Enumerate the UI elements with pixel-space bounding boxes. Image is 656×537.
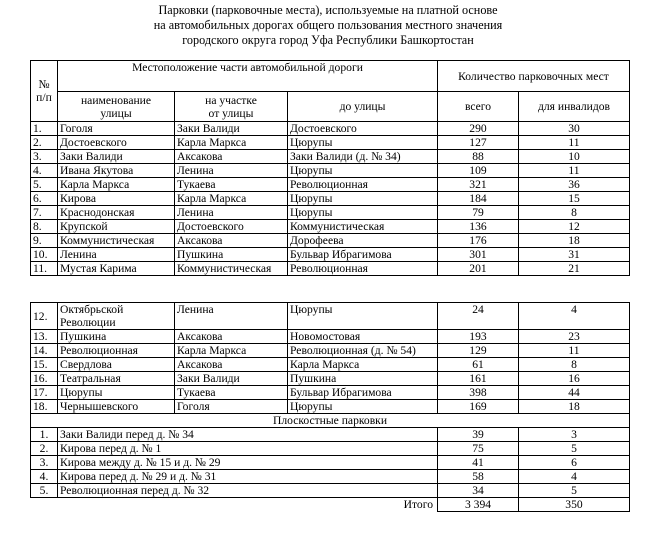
row-number: 3.	[31, 456, 58, 470]
header-location: Местоположение части автомобильной дороги	[58, 61, 438, 92]
total-spaces: 88	[438, 150, 519, 164]
total-spaces: 58	[438, 470, 519, 484]
disabled-spaces: 10	[519, 150, 630, 164]
street-name: Цюрупы	[58, 386, 175, 400]
table-row	[31, 192, 630, 206]
total-value: 3 394	[438, 498, 519, 512]
disabled-spaces: 11	[519, 136, 630, 150]
street-name: Мустая Карима	[58, 262, 175, 276]
disabled-spaces: 18	[519, 400, 630, 414]
from-street: Гоголя	[175, 400, 288, 414]
total-spaces: 398	[438, 386, 519, 400]
to-street: Цюрупы	[288, 400, 438, 414]
total-spaces: 321	[438, 178, 519, 192]
total-spaces: 41	[438, 456, 519, 470]
street-name: Гоголя	[58, 122, 175, 136]
header-count: Количество парковочных мест	[438, 61, 630, 92]
street-name: Революционная	[58, 344, 175, 358]
street-name: Театральная	[58, 372, 175, 386]
disabled-spaces: 21	[519, 262, 630, 276]
disabled-spaces: 18	[519, 234, 630, 248]
table-row	[31, 164, 630, 178]
row-number: 2.	[31, 442, 58, 456]
disabled-spaces: 5	[519, 442, 630, 456]
street-name: Карла Маркса	[58, 178, 175, 192]
from-street: Коммунистическая	[175, 262, 288, 276]
row-number: 10.	[31, 248, 58, 262]
total-disabled: 350	[519, 498, 630, 512]
parking-location: Кирова между д. № 15 и д. № 29	[58, 456, 438, 470]
from-street: Ленина	[175, 206, 288, 220]
from-street: Ленина	[175, 164, 288, 178]
table-row	[31, 358, 630, 372]
total-spaces: 184	[438, 192, 519, 206]
from-street: Пушкина	[175, 248, 288, 262]
row-number: 6.	[31, 192, 58, 206]
row-number: 5.	[31, 178, 58, 192]
total-spaces: 109	[438, 164, 519, 178]
parking-table-part-1	[30, 60, 630, 276]
row-number: 1.	[31, 428, 58, 442]
disabled-spaces: 23	[519, 330, 630, 344]
table-row	[31, 206, 630, 220]
to-street: Революционная	[288, 178, 438, 192]
disabled-spaces: 6	[519, 456, 630, 470]
from-street: Тукаева	[175, 386, 288, 400]
parking-table-part-2	[30, 302, 630, 512]
table-row	[31, 400, 630, 414]
total-label: Итого	[31, 498, 438, 512]
from-street: Аксакова	[175, 150, 288, 164]
to-street: Заки Валиди (д. № 34)	[288, 150, 438, 164]
header-street: наименование улицы	[58, 92, 175, 122]
total-spaces: 136	[438, 220, 519, 234]
from-street: Тукаева	[175, 178, 288, 192]
table-row	[31, 122, 630, 136]
from-street: Карла Маркса	[175, 344, 288, 358]
street-name: Пушкина	[58, 330, 175, 344]
to-street: Пушкина	[288, 372, 438, 386]
street-name: Ленина	[58, 248, 175, 262]
total-spaces: 193	[438, 330, 519, 344]
title-line: на автомобильных дорогах общего пользования местного значения	[153, 18, 503, 32]
from-street: Карла Маркса	[175, 136, 288, 150]
to-street: Новомостовая	[288, 330, 438, 344]
table-row	[31, 303, 630, 330]
header-total: всего	[438, 92, 519, 122]
disabled-spaces: 12	[519, 220, 630, 234]
row-number: 18.	[31, 400, 58, 414]
table-row	[31, 484, 630, 498]
street-name: Ивана Якутова	[58, 164, 175, 178]
total-spaces: 290	[438, 122, 519, 136]
total-spaces: 39	[438, 428, 519, 442]
table-row	[31, 150, 630, 164]
disabled-spaces: 4	[519, 470, 630, 484]
row-number: 4.	[31, 470, 58, 484]
street-name: Свердлова	[58, 358, 175, 372]
table-row	[31, 262, 630, 276]
parking-location: Революционная перед д. № 32	[58, 484, 438, 498]
to-street: Цюрупы	[288, 192, 438, 206]
to-street: Революционная	[288, 262, 438, 276]
rows-part-2	[31, 303, 630, 414]
from-street: Аксакова	[175, 330, 288, 344]
parking-location: Заки Валиди перед д. № 34	[58, 428, 438, 442]
parking-location: Кирова перед д. № 1	[58, 442, 438, 456]
disabled-spaces: 3	[519, 428, 630, 442]
total-spaces: 34	[438, 484, 519, 498]
parking-location: Кирова перед д. № 29 и д. № 31	[58, 470, 438, 484]
disabled-spaces: 15	[519, 192, 630, 206]
disabled-spaces: 8	[519, 206, 630, 220]
total-spaces: 301	[438, 248, 519, 262]
table-row	[31, 248, 630, 262]
header-num: № п/п	[31, 61, 58, 122]
to-street: Дорофеева	[288, 234, 438, 248]
to-street: Коммунистическая	[288, 220, 438, 234]
total-spaces: 79	[438, 206, 519, 220]
row-number: 3.	[31, 150, 58, 164]
from-street: Заки Валиди	[175, 372, 288, 386]
table-row	[31, 428, 630, 442]
table-row	[31, 136, 630, 150]
from-street: Карла Маркса	[175, 192, 288, 206]
row-number: 17.	[31, 386, 58, 400]
table-row	[31, 344, 630, 358]
disabled-spaces: 11	[519, 344, 630, 358]
street-name: Достоевского	[58, 136, 175, 150]
disabled-spaces: 11	[519, 164, 630, 178]
total-spaces: 127	[438, 136, 519, 150]
to-street: Цюрупы	[288, 164, 438, 178]
total-spaces: 61	[438, 358, 519, 372]
header-to: до улицы	[288, 92, 438, 122]
to-street: Революционная (д. № 54)	[288, 344, 438, 358]
row-number: 9.	[31, 234, 58, 248]
table-row	[31, 330, 630, 344]
total-spaces: 169	[438, 400, 519, 414]
from-street: Заки Валиди	[175, 122, 288, 136]
header-from: на участке от улицы	[175, 92, 288, 122]
row-number: 11.	[31, 262, 58, 276]
row-number: 1.	[31, 122, 58, 136]
row-number: 2.	[31, 136, 58, 150]
row-number: 8.	[31, 220, 58, 234]
total-spaces: 24	[438, 303, 519, 330]
table-row	[31, 442, 630, 456]
disabled-spaces: 8	[519, 358, 630, 372]
table-row	[31, 220, 630, 234]
street-name: Коммунистическая	[58, 234, 175, 248]
row-number: 4.	[31, 164, 58, 178]
from-street: Аксакова	[175, 358, 288, 372]
to-street: Достоевского	[288, 122, 438, 136]
from-street: Достоевского	[175, 220, 288, 234]
document-title	[0, 3, 656, 48]
to-street: Карла Маркса	[288, 358, 438, 372]
total-spaces: 201	[438, 262, 519, 276]
row-number: 15.	[31, 358, 58, 372]
header-disabled: для инвалидов	[519, 92, 630, 122]
total-spaces: 161	[438, 372, 519, 386]
disabled-spaces: 16	[519, 372, 630, 386]
row-number: 14.	[31, 344, 58, 358]
table-row	[31, 178, 630, 192]
table-row	[31, 456, 630, 470]
table-row	[31, 386, 630, 400]
row-number: 5.	[31, 484, 58, 498]
street-name: Заки Валиди	[58, 150, 175, 164]
total-spaces: 129	[438, 344, 519, 358]
table-row	[31, 470, 630, 484]
total-spaces: 75	[438, 442, 519, 456]
street-name: Чернышевского	[58, 400, 175, 414]
table-row	[31, 372, 630, 386]
rows-part-1	[31, 122, 630, 276]
flat-parking-title: Плоскостные парковки	[31, 414, 630, 428]
disabled-spaces: 30	[519, 122, 630, 136]
street-name: Октябрьской Революции	[58, 303, 175, 330]
disabled-spaces: 36	[519, 178, 630, 192]
row-number: 16.	[31, 372, 58, 386]
to-street: Бульвар Ибрагимова	[288, 386, 438, 400]
from-street: Аксакова	[175, 234, 288, 248]
to-street: Цюрупы	[288, 136, 438, 150]
table-row	[31, 234, 630, 248]
disabled-spaces: 4	[519, 303, 630, 330]
title-line: городского округа город Уфа Республики Башкортостан	[182, 33, 474, 47]
to-street: Бульвар Ибрагимова	[288, 248, 438, 262]
to-street: Цюрупы	[288, 206, 438, 220]
to-street: Цюрупы	[288, 303, 438, 330]
street-name: Крупской	[58, 220, 175, 234]
from-street: Ленина	[175, 303, 288, 330]
disabled-spaces: 44	[519, 386, 630, 400]
title-line: Парковки (парковочные места), используемые на платной основе	[158, 3, 498, 17]
street-name: Краснодонская	[58, 206, 175, 220]
row-number: 13.	[31, 330, 58, 344]
flat-parking-rows	[31, 428, 630, 498]
row-number: 12.	[31, 303, 58, 330]
disabled-spaces: 5	[519, 484, 630, 498]
total-spaces: 176	[438, 234, 519, 248]
row-number: 7.	[31, 206, 58, 220]
disabled-spaces: 31	[519, 248, 630, 262]
street-name: Кирова	[58, 192, 175, 206]
